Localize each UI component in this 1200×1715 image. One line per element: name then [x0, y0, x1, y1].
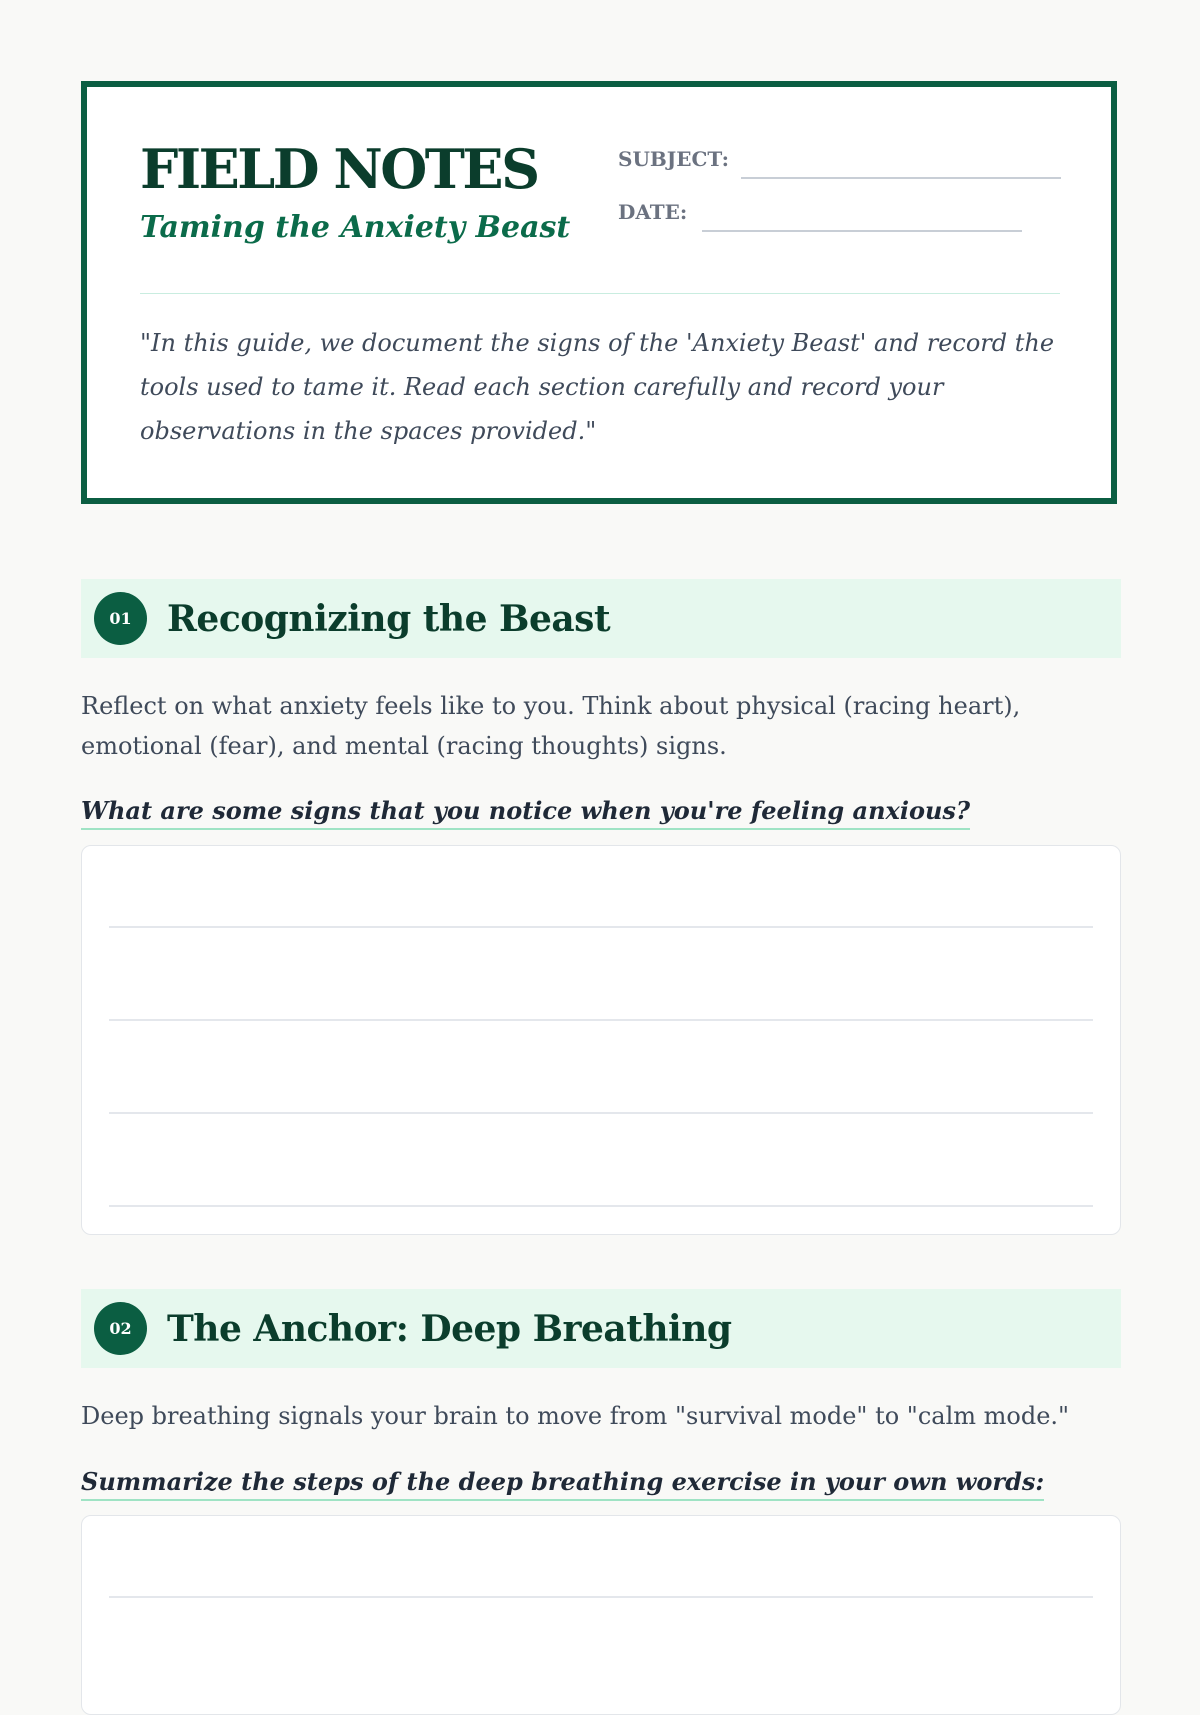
- section-number-badge: 01: [94, 592, 147, 645]
- writing-line: [109, 1112, 1093, 1114]
- date-field[interactable]: [702, 230, 1022, 232]
- answer-box-1[interactable]: [81, 845, 1121, 1235]
- writing-line: [109, 926, 1093, 928]
- section-description: Deep breathing signals your brain to move from "survival mode" to "calm mode.": [81, 1402, 1070, 1430]
- writing-line: [109, 1596, 1093, 1598]
- writing-line: [109, 1019, 1093, 1021]
- answer-box-2[interactable]: [81, 1515, 1121, 1715]
- section-number-badge: 02: [94, 1302, 147, 1355]
- intro-quote: "In this guide, we document the signs of the 'Anxiety Beast' and record the tools used to tame it. Read each section carefully and record your observations in the spaces provided.": [140, 329, 1055, 445]
- section-title: The Anchor: Deep Breathing: [167, 1308, 732, 1350]
- header-divider: [140, 293, 1060, 294]
- section-description: Reflect on what anxiety feels like to you. Think about physical (racing heart), emotional (fear), and mental (racing thoughts) signs.: [81, 692, 1021, 760]
- writing-line: [109, 1205, 1093, 1207]
- date-label: DATE:: [618, 200, 688, 224]
- section-header-2: [81, 1289, 1121, 1368]
- subject-label: SUBJECT:: [618, 147, 729, 171]
- subject-field[interactable]: [741, 177, 1061, 179]
- section-prompt: What are some signs that you notice when you're feeling anxious?: [81, 794, 970, 830]
- page-subtitle: Taming the Anxiety Beast: [140, 210, 571, 245]
- section-title: Recognizing the Beast: [167, 598, 611, 640]
- section-header-1: [81, 579, 1121, 658]
- section-prompt: Summarize the steps of the deep breathing exercise in your own words:: [81, 1465, 1044, 1501]
- page-title: FIELD NOTES: [140, 137, 538, 201]
